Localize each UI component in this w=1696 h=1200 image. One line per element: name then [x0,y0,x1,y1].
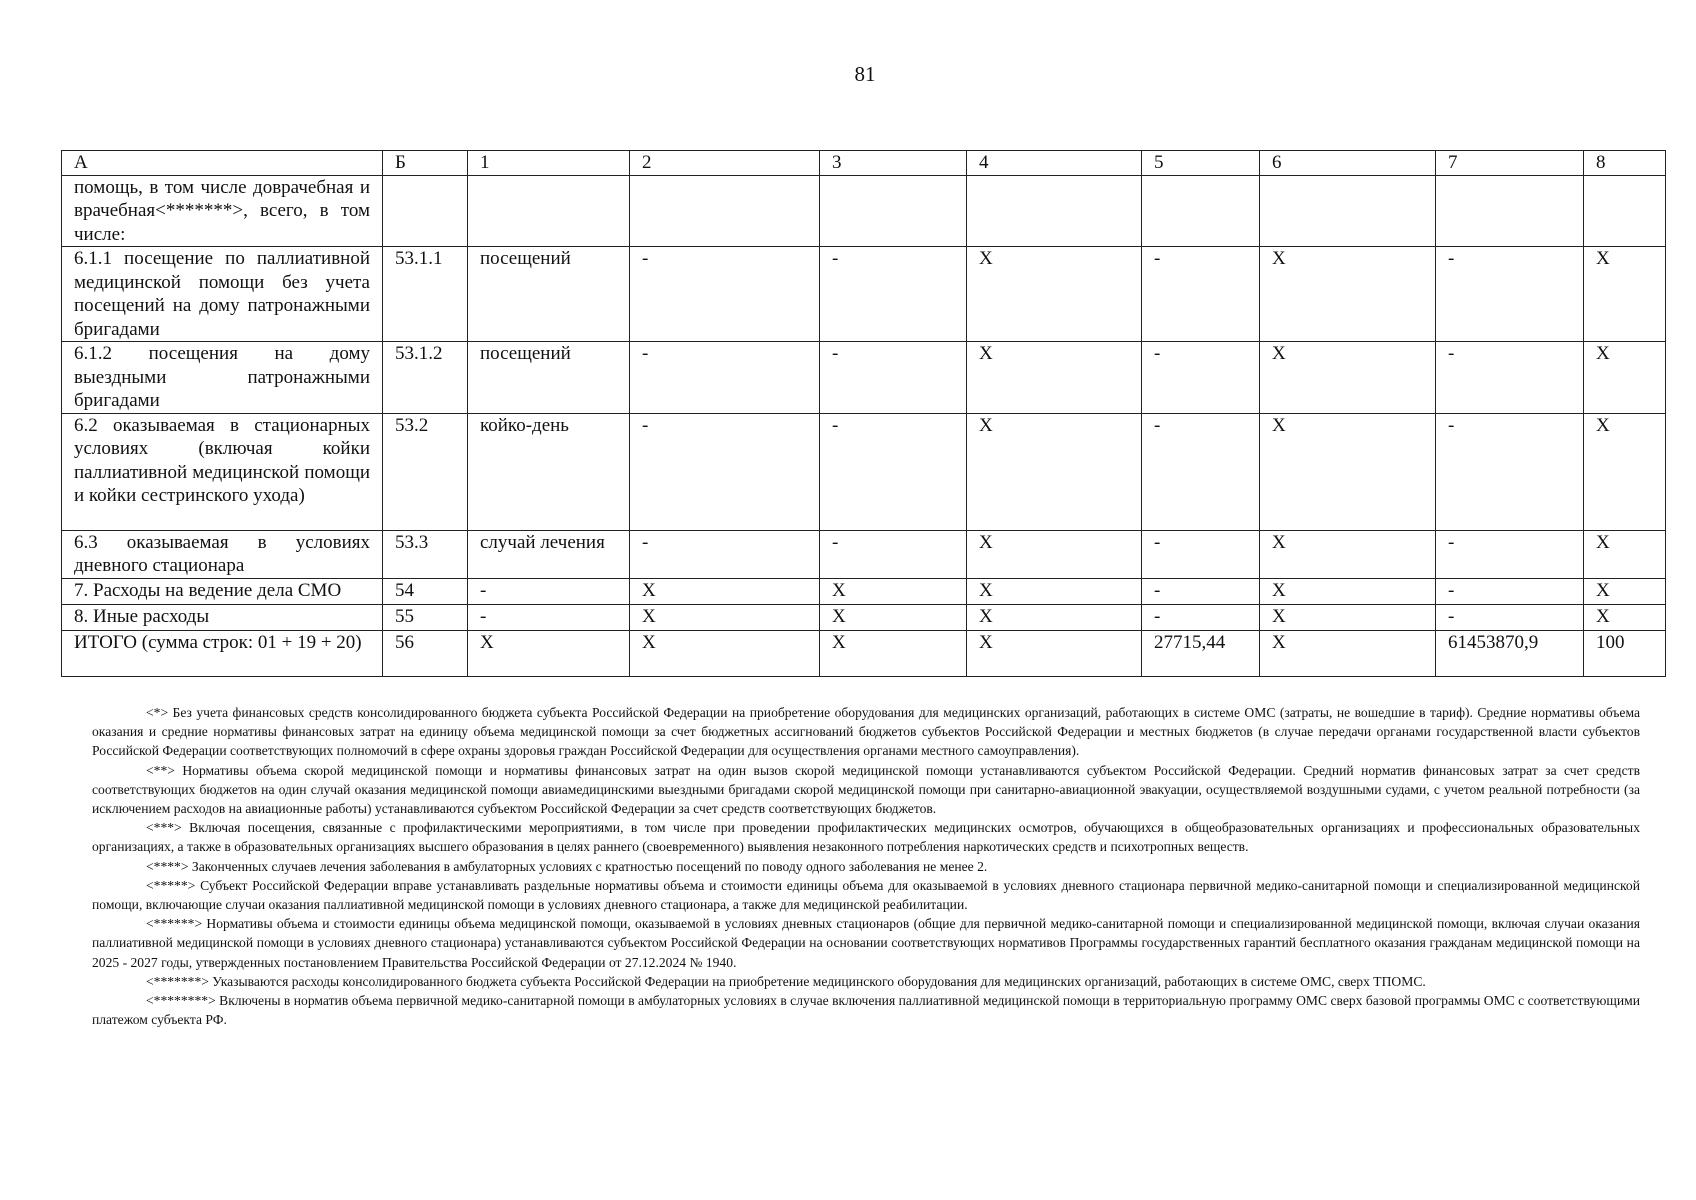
table-row [62,630,1666,676]
page-number: 81 [854,62,876,86]
table-cell: - [1436,247,1584,342]
table-cell: Х [1260,578,1436,604]
table-cell: 53.1.2 [383,342,468,414]
table-cell: Х [967,630,1142,676]
table-cell: Х [1584,413,1666,530]
table-cell: 53.3 [383,530,468,578]
footnote: <********> Включены в норматив объема первичной медико-санитарной помощи в амбулаторных условиях в случае включения паллиативной медицинской помощи в территориальную программу ОМС сверх базовой программы ОМС с соответствующими платежом субъекта РФ. [92,993,1640,1028]
table-cell: - [630,247,820,342]
table-cell: - [820,342,967,414]
table-cell: - [1436,604,1584,630]
table-cell: Х [1584,578,1666,604]
footnote: <*******> Указываются расходы консолидированного бюджета субъекта Российской Федерации на приобретение медицинского оборудования для медицинских организаций, работающих в системе ОМС, сверх ТПОМС. [146,973,1426,989]
column-header: 1 [468,151,630,176]
table-cell: - [1436,342,1584,414]
table-cell: Х [468,630,630,676]
table-cell: - [1436,413,1584,530]
table-cell: Х [1584,247,1666,342]
table-cell: - [1142,413,1260,530]
footnotes [92,703,1640,1029]
table-header-row [62,151,1666,176]
table-cell: Х [967,413,1142,530]
table-cell: - [820,530,967,578]
row-label-cell: 6.1.1 посещение по паллиативной медицинской помощи без учета посещений на дому патронажными бригадами [62,247,383,342]
table-cell [820,175,967,247]
table-cell [1142,175,1260,247]
table-row [62,530,1666,578]
table-cell: Х [1584,604,1666,630]
table-row [62,342,1666,414]
table-cell [383,175,468,247]
table-cell: - [820,413,967,530]
table-cell: 55 [383,604,468,630]
table-cell: Х [967,604,1142,630]
table-cell: - [1142,530,1260,578]
table-cell: Х [1260,604,1436,630]
table-cell: Х [1584,342,1666,414]
table-cell: 53.2 [383,413,468,530]
table-cell: Х [630,630,820,676]
row-label-cell: ИТОГО (сумма строк: 01 + 19 + 20) [62,630,383,676]
table-row [62,604,1666,630]
table-cell: Х [630,604,820,630]
table-cell: 54 [383,578,468,604]
row-label-cell: 6.1.2 посещения на дому выездными патронажными бригадами [62,342,383,414]
table-cell: случай лечения [468,530,630,578]
footnote: <******> Нормативы объема и стоимости единицы объема медицинской помощи, оказываемой в условиях дневных стационаров (общие для первичной медико-санитарной помощи и специализированной медицинской помощи, включая случаи оказания паллиативной медицинской помощи в условиях дневного стационара) устанавливаются субъектом Российской Федерации на основании соответствующих нормативов Программы государственных гарантий бесплатного оказания гражданам медицинской помощи на 2025 - 2027 годы, утвержденных постановлением Правительства Российской Федерации от 27.12.2024 № 1940. [92,916,1640,970]
table-cell: - [1436,530,1584,578]
table-cell: - [1142,247,1260,342]
column-header: 5 [1142,151,1260,176]
table-row [62,247,1666,342]
table-cell: - [1142,578,1260,604]
column-header: 3 [820,151,967,176]
table-cell: койко-день [468,413,630,530]
table-cell: Х [820,578,967,604]
table-cell: посещений [468,247,630,342]
table-cell: 27715,44 [1142,630,1260,676]
column-header: 7 [1436,151,1584,176]
row-label-cell: 6.3 оказываемая в условиях дневного стационара [62,530,383,578]
table-cell: Х [1584,530,1666,578]
table-cell: Х [630,578,820,604]
table-cell [630,175,820,247]
table-cell: Х [1260,342,1436,414]
table-row [62,175,1666,247]
row-label-cell: 8. Иные расходы [62,604,383,630]
table-body [62,151,1666,677]
row-label-cell: 7. Расходы на ведение дела СМО [62,578,383,604]
table-cell: - [1142,604,1260,630]
table-cell: Х [967,578,1142,604]
column-header: А [62,151,383,176]
footnote: <**> Нормативы объема скорой медицинской помощи и нормативы финансовых затрат на один вызов скорой медицинской помощи устанавливаются субъектом Российской Федерации. Средний норматив финансовых затрат за счет средств соответствующих бюджетов на один случай оказания медицинской помощи авиамедицинскими выездными бригадами скорой медицинской помощи при санитарно-авиационной эвакуации, осуществляемой воздушными судами, с учетом реальной потребности (за исключением расходов на авиационные работы) устанавливаются субъектом Российской Федерации за счет средств соответствующих бюджетов. [92,762,1640,817]
footnote: <***> Включая посещения, связанные с профилактическими мероприятиями, в том числе при проведении профилактических медицинских осмотров, обучающихся в общеобразовательных организациях и профессиональных образовательных организациях, а также в образовательных организациях высшего образования в целях раннего (своевременного) выявления незаконного потребления наркотических средств и психотропных веществ. [92,820,1640,855]
row-label-cell: помощь, в том числе доврачебная и врачебная<*******>, всего, в том числе: [62,175,383,247]
footnote: <****> Законченных случаев лечения заболевания в амбулаторных условиях с кратностью посещений по поводу одного заболевания не менее 2. [146,858,988,874]
table-row [62,413,1666,530]
footnote: <*****> Субъект Российской Федерации вправе устанавливать раздельные нормативы объема и стоимости единицы объема для оказываемой в условиях дневного стационара первичной медико-санитарной помощи и специализированной медицинской помощи, включающие случаи оказания паллиативной медицинской помощи в условиях дневного стационара, а также для медицинской реабилитации. [92,877,1640,913]
table-cell: Х [1260,530,1436,578]
table-cell: Х [1260,247,1436,342]
column-header: 4 [967,151,1142,176]
column-header: Б [383,151,468,176]
table-cell [468,175,630,247]
table-cell: - [630,530,820,578]
table-cell: посещений [468,342,630,414]
table-cell: - [630,342,820,414]
table-cell: 56 [383,630,468,676]
table-cell: - [1142,342,1260,414]
table-cell: Х [967,342,1142,414]
column-header: 2 [630,151,820,176]
table-cell [1260,175,1436,247]
table-cell: Х [1260,630,1436,676]
table-cell: Х [820,630,967,676]
table-cell: - [1436,578,1584,604]
table-cell: Х [820,604,967,630]
table-cell: - [468,604,630,630]
column-header: 8 [1584,151,1666,176]
table-cell: 53.1.1 [383,247,468,342]
table-cell: Х [967,530,1142,578]
row-label-cell: 6.2 оказываемая в стационарных условиях (включая койки паллиативной медицинской помощи и койки сестринского ухода) [62,413,383,530]
table-cell: 100 [1584,630,1666,676]
column-header: 6 [1260,151,1436,176]
table-cell: Х [1260,413,1436,530]
table-cell: Х [967,247,1142,342]
data-table [61,150,1666,677]
footnote: <*> Без учета финансовых средств консолидированного бюджета субъекта Российской Федерации на приобретение оборудования для медицинских организаций, работающих в системе ОМС (затраты, не вошедшие в тариф). Средние нормативы объема оказания и средние нормативы финансовых затрат на единицу объема медицинской помощи за счет бюджетных ассигнований бюджетов субъектов Российской Федерации и местных бюджетов (в случае передачи органами государственной власти субъектов Российской Федерации соответствующих полномочий в сфере охраны здоровья граждан Российской Федерации для осуществления органами местного самоуправления). [92,705,1640,759]
table-cell: - [630,413,820,530]
table-cell [1584,175,1666,247]
table-cell: - [820,247,967,342]
table-cell [967,175,1142,247]
table-cell [1436,175,1584,247]
table-row [62,578,1666,604]
table-cell: - [468,578,630,604]
table-cell: 61453870,9 [1436,630,1584,676]
